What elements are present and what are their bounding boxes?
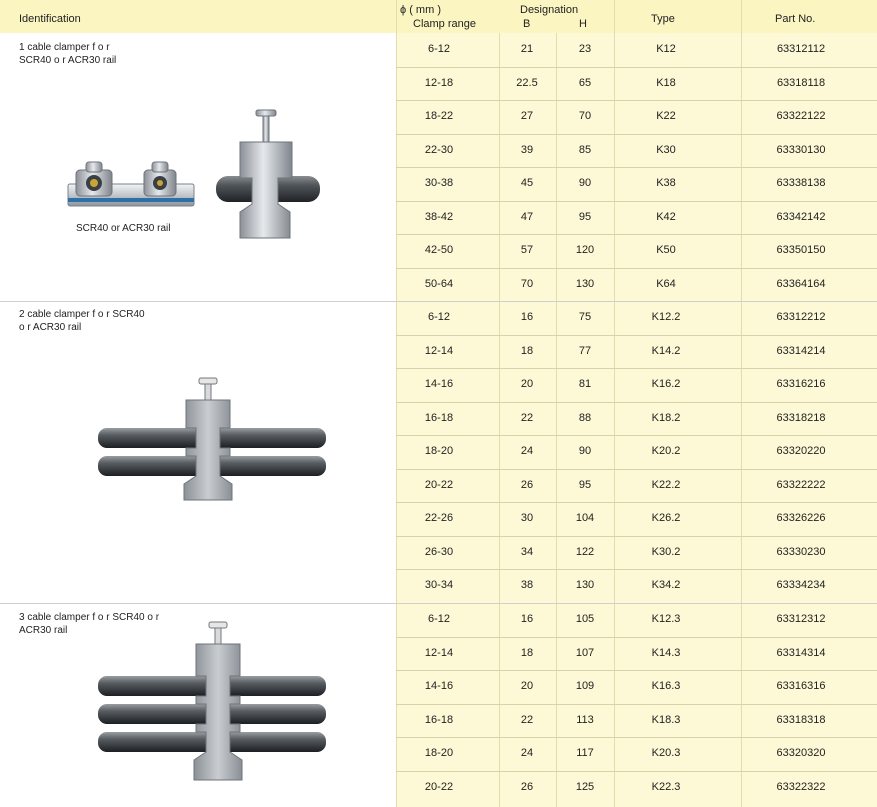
cell-b: 27 [520,110,534,122]
cell-part-no: 63312212 [776,311,826,323]
header-type: Type [651,13,675,25]
cell-h: 81 [578,378,592,390]
section-2-label [19,308,189,334]
cell-type: K42 [656,211,676,223]
cell-part-no: 63312112 [776,43,826,55]
header-identification: Identification [19,13,81,25]
header-part-no: Part No. [775,13,816,25]
row-divider [396,569,877,570]
cell-clamp-range: 18-20 [424,747,454,759]
cell-b: 20 [520,680,534,692]
cell-b: 18 [520,647,534,659]
cell-h: 70 [578,110,592,122]
row-divider [396,234,877,235]
cell-b: 34 [520,546,534,558]
cell-part-no: 63322222 [776,479,826,491]
cell-part-no: 63342142 [776,211,826,223]
row-divider [396,67,877,68]
cell-type: K64 [656,278,676,290]
cell-h: 113 [576,714,594,726]
row-divider [396,435,877,436]
cell-part-no: 63314314 [776,647,826,659]
cell-b: 16 [520,311,534,323]
cell-type: K18.3 [651,714,681,726]
cell-h: 77 [578,345,592,357]
cell-clamp-range: 12-18 [424,77,454,89]
cell-clamp-range: 14-16 [424,680,454,692]
cell-h: 90 [578,445,592,457]
double-clamper-image [98,372,326,512]
cell-clamp-range: 16-18 [424,714,454,726]
cell-type: K22 [656,110,676,122]
header-clamp-range: Clamp range [413,18,476,30]
row-divider [396,368,877,369]
cell-b: 39 [520,144,534,156]
section-1-label-line2: SCR40 o r ACR30 rail [19,55,117,66]
header-h: H [579,18,587,30]
cell-part-no: 63320320 [776,747,826,759]
cell-part-no: 63312312 [776,613,826,625]
cell-type: K18.2 [651,412,681,424]
cell-b: 26 [520,781,534,793]
table-header [0,0,877,33]
cell-clamp-range: 50-64 [424,278,454,290]
cell-type: K30 [656,144,676,156]
cell-part-no: 63350150 [776,244,826,256]
column-divider [556,33,557,807]
cell-b: 22 [520,412,534,424]
column-divider [741,0,742,807]
cell-type: K14.3 [651,647,681,659]
cell-b: 45 [520,177,534,189]
section-separator [0,603,877,604]
cell-h: 109 [575,680,595,692]
triple-clamper-image [98,620,326,800]
cell-h: 85 [578,144,592,156]
cell-clamp-range: 18-22 [424,110,454,122]
row-divider [396,704,877,705]
row-divider [396,502,877,503]
cell-clamp-range: 6-12 [427,311,451,323]
cell-part-no: 63334234 [776,579,826,591]
cell-part-no: 63330130 [776,144,826,156]
cell-h: 105 [575,613,595,625]
cell-h: 90 [578,177,592,189]
cell-clamp-range: 20-22 [424,781,454,793]
header-unit: ϕ ( mm ) [400,4,441,16]
section-3-label-line1: 3 cable clamper f o r SCR40 o r [19,612,160,623]
cell-h: 130 [575,278,595,290]
section-2-label-line1: 2 cable clamper f o r SCR40 [19,309,145,320]
section-1-label-line1: 1 cable clamper f o r [19,42,110,53]
row-divider [396,134,877,135]
column-divider [614,0,615,807]
cell-type: K12.2 [651,311,681,323]
cell-type: K12 [656,43,676,55]
cell-clamp-range: 20-22 [424,479,454,491]
header-designation: Designation [520,4,579,16]
cell-h: 65 [578,77,592,89]
cell-b: 24 [520,445,534,457]
cell-h: 23 [578,43,592,55]
section-1-label [19,41,189,67]
cell-type: K16.2 [651,378,681,390]
cell-clamp-range: 12-14 [424,345,454,357]
cell-type: K12.3 [651,613,681,625]
cell-h: 88 [578,412,592,424]
cell-b: 24 [520,747,534,759]
rail-caption: SCR40 or ACR30 rail [76,223,171,234]
cell-clamp-range: 42-50 [424,244,454,256]
cell-clamp-range: 22-26 [424,512,454,524]
cell-clamp-range: 30-34 [424,579,454,591]
cell-type: K18 [656,77,676,89]
cell-b: 22 [520,714,534,726]
cell-h: 125 [575,781,595,793]
cell-h: 120 [575,244,595,256]
cell-type: K20.3 [651,747,681,759]
cell-type: K14.2 [651,345,681,357]
cell-b: 21 [520,43,534,55]
cell-b: 18 [520,345,534,357]
cell-b: 30 [520,512,534,524]
cell-clamp-range: 16-18 [424,412,454,424]
cell-clamp-range: 30-38 [424,177,454,189]
cell-b: 22.5 [516,77,538,89]
cell-part-no: 63316216 [776,378,826,390]
cell-part-no: 63318318 [776,714,826,726]
cell-part-no: 63318218 [776,412,826,424]
cell-h: 117 [576,747,594,759]
cell-part-no: 63316316 [776,680,826,692]
row-divider [396,737,877,738]
cell-clamp-range: 14-16 [424,378,454,390]
cell-h: 122 [575,546,595,558]
row-divider [396,771,877,772]
cell-part-no: 63318118 [776,77,826,89]
cell-part-no: 63322122 [776,110,826,122]
cell-type: K34.2 [651,579,681,591]
row-divider [396,201,877,202]
cell-part-no: 63314214 [776,345,826,357]
cell-type: K26.2 [651,512,681,524]
cell-b: 26 [520,479,534,491]
cell-b: 20 [520,378,534,390]
row-divider [396,100,877,101]
cell-clamp-range: 6-12 [427,43,451,55]
row-divider [396,637,877,638]
cell-h: 107 [575,647,595,659]
cell-b: 16 [520,613,534,625]
row-divider [396,268,877,269]
cell-clamp-range: 22-30 [424,144,454,156]
cell-b: 57 [520,244,534,256]
cell-part-no: 63330230 [776,546,826,558]
row-divider [396,335,877,336]
column-divider [396,0,397,807]
cell-h: 104 [575,512,595,524]
cell-b: 47 [520,211,534,223]
column-divider [499,33,500,807]
cell-b: 38 [520,579,534,591]
cell-type: K20.2 [651,445,681,457]
cell-clamp-range: 38-42 [424,211,454,223]
cell-part-no: 63364164 [776,278,826,290]
row-divider [396,536,877,537]
row-divider [396,469,877,470]
row-divider [396,402,877,403]
cell-part-no: 63322322 [776,781,826,793]
header-b: B [523,18,531,30]
cell-clamp-range: 6-12 [427,613,451,625]
cell-type: K22.3 [651,781,681,793]
cell-clamp-range: 12-14 [424,647,454,659]
cell-h: 95 [578,211,592,223]
cell-type: K22.2 [651,479,681,491]
cell-part-no: 63338138 [776,177,826,189]
cell-type: K38 [656,177,676,189]
cell-clamp-range: 18-20 [424,445,454,457]
cell-b: 70 [520,278,534,290]
cell-clamp-range: 26-30 [424,546,454,558]
section-separator [0,301,877,302]
cell-part-no: 63320220 [776,445,826,457]
cell-h: 95 [578,479,592,491]
row-divider [396,670,877,671]
cell-h: 75 [578,311,592,323]
cell-type: K16.3 [651,680,681,692]
row-divider [396,167,877,168]
cell-type: K30.2 [651,546,681,558]
section-2-label-line2: o r ACR30 rail [19,322,82,333]
section-3-label-line2: ACR30 rail [19,625,68,636]
cell-h: 130 [575,579,595,591]
cell-part-no: 63326226 [776,512,826,524]
cell-type: K50 [656,244,676,256]
